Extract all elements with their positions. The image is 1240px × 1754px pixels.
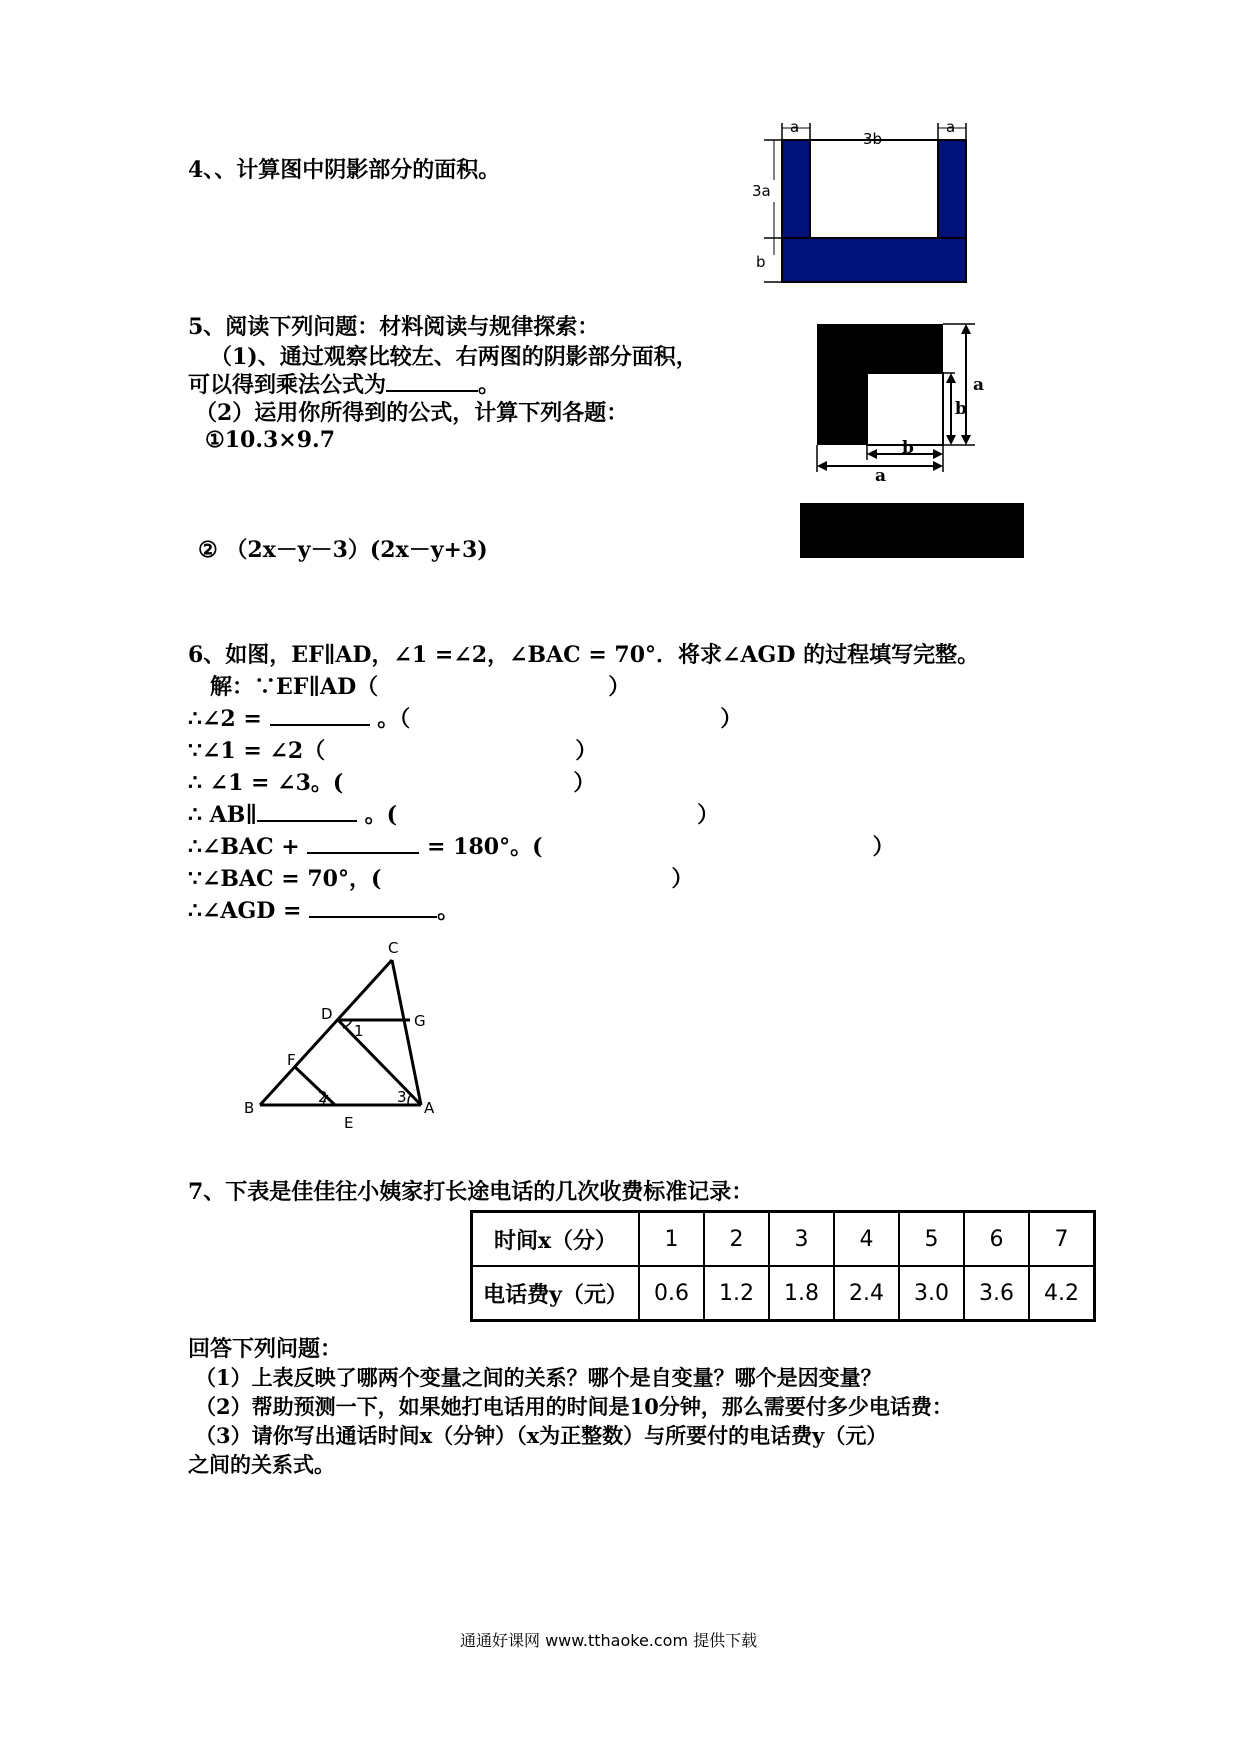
q5-line2-end: 。 <box>478 372 501 398</box>
q5-label-b-side: b <box>955 399 967 419</box>
q7-time-cell: 3 <box>769 1212 834 1267</box>
q7-time-cell: 6 <box>964 1212 1029 1267</box>
q4-label-3a: 3a <box>752 182 771 200</box>
q7-row1-header: 时间x（分） <box>472 1212 640 1267</box>
q7-fee-cell: 2.4 <box>834 1266 899 1321</box>
q6-label-D: D <box>321 1005 333 1023</box>
q6-l2-text: ∴∠2 = <box>188 706 262 732</box>
q6-label-2: 2 <box>318 1088 328 1106</box>
q7-answer-intro: 回答下列问题： <box>188 1336 343 1362</box>
q6-triangle-figure <box>240 935 470 1135</box>
q6-label-E: E <box>344 1114 354 1132</box>
q7-a4: 之间的关系式。 <box>188 1452 335 1477</box>
q6-l4-end: ） <box>573 770 596 796</box>
q6-line7 <box>188 862 693 893</box>
q6-l1-text: 解：∵EF∥AD（ <box>210 674 379 700</box>
q6-line5 <box>188 798 719 829</box>
q4-figure <box>750 120 990 295</box>
table-row <box>472 1266 1095 1321</box>
q6-line2 <box>188 702 742 733</box>
q6-label-1: 1 <box>354 1022 364 1040</box>
q7-title: 7、下表是佳佳往小姨家打长途电话的几次收费标准记录： <box>188 1179 754 1205</box>
q7-fee-cell: 4.2 <box>1029 1266 1095 1321</box>
q7-a3: （3）请你写出通话时间x（分钟）（x为正整数）与所要付的电话费y（元） <box>195 1423 888 1448</box>
q6-l7-text: ∵∠BAC = 70°，( <box>188 866 382 892</box>
q5-title: 5、阅读下列问题：材料阅读与规律探索： <box>188 314 600 340</box>
q6-l5-text: ∴ AB∥ <box>188 802 257 828</box>
q6-l4-text: ∴ ∠1 = ∠3。( <box>188 770 344 796</box>
q6-title: 6、如图，EF∥AD，∠1 =∠2，∠BAC = 70°．将求∠AGD 的过程填写完整。 <box>188 642 980 668</box>
q6-blank-agd[interactable] <box>309 894 437 918</box>
q6-label-F: F <box>287 1051 296 1069</box>
q4-text: 4、、计算图中阴影部分的面积。 <box>188 157 501 183</box>
q6-l5-end: ） <box>697 802 720 828</box>
q7-fee-cell: 3.0 <box>899 1266 964 1321</box>
q4-label-a-right: a <box>946 118 956 136</box>
q4-bottom-bar <box>782 238 966 282</box>
q6-l6-end: ） <box>872 834 895 860</box>
q6-label-A: A <box>424 1099 435 1117</box>
q7-time-cell: 1 <box>639 1212 704 1267</box>
footer-text: 通通好课网 www.tthaoke.com 提供下载 <box>460 1631 758 1650</box>
q4-label-b: b <box>756 253 766 271</box>
q6-l8-end: 。 <box>437 898 460 924</box>
q5-inner-white-square <box>867 373 943 445</box>
q4-inner-white <box>810 140 938 238</box>
q6-l6-text: ∴∠BAC + <box>188 834 300 860</box>
q7-fee-cell: 3.6 <box>964 1266 1029 1321</box>
q7-fee-cell: 1.2 <box>704 1266 769 1321</box>
q7-fee-table <box>470 1210 1096 1322</box>
q7-fee-cell: 0.6 <box>639 1266 704 1321</box>
q5-line2 <box>188 368 500 399</box>
q4-label-a-left: a <box>790 118 800 136</box>
q6-label-B: B <box>244 1099 255 1117</box>
q7-row2-header: 电话费y（元） <box>472 1266 640 1321</box>
q6-l6-mid: = 180°。( <box>427 834 543 860</box>
q5-figure <box>815 322 1000 486</box>
q6-line3 <box>188 734 597 765</box>
q7-a1: （1）上表反映了哪两个变量之间的关系？哪个是自变量？哪个是因变量？ <box>195 1365 882 1390</box>
q7-time-cell: 2 <box>704 1212 769 1267</box>
q6-line8 <box>188 894 459 925</box>
q6-l8-text: ∴∠AGD = <box>188 898 302 924</box>
q6-l3-text: ∵∠1 = ∠2（ <box>188 738 326 764</box>
q6-l3-end: ） <box>575 738 598 764</box>
q7-time-cell: 4 <box>834 1212 899 1267</box>
q5-item2: ② （2x－y－3）(2x－y+3) <box>198 537 488 563</box>
q7-time-cell: 7 <box>1029 1212 1095 1267</box>
q6-label-G: G <box>414 1012 426 1030</box>
q6-line1 <box>210 670 630 701</box>
q5-formula-blank[interactable] <box>386 368 478 392</box>
q6-line6 <box>188 830 895 861</box>
q6-l2-mid: 。（ <box>377 706 411 732</box>
q6-l2-end: ） <box>720 706 743 732</box>
q6-l5-mid: 。( <box>364 802 398 828</box>
q6-l7-end: ） <box>671 866 694 892</box>
q6-blank-angle2[interactable] <box>270 702 370 726</box>
q5-line3: （2）运用你所得到的公式，计算下列各题： <box>195 400 629 426</box>
q6-blank-supplement[interactable] <box>307 830 419 854</box>
q4-label-3b: 3b <box>863 130 883 148</box>
q6-line4 <box>188 766 595 797</box>
q7-a2: （2）帮助预测一下，如果她打电话用的时间是10分钟，那么需要付多少电话费： <box>195 1394 953 1419</box>
q6-l1-end: ） <box>608 674 631 700</box>
q5-line2-text: 可以得到乘法公式为 <box>188 372 387 398</box>
q6-label-3: 3 <box>397 1088 407 1106</box>
q5-line1: （1)、通过观察比较左、右两图的阴影部分面积， <box>210 344 698 370</box>
q7-time-cell: 5 <box>899 1212 964 1267</box>
q6-blank-ab-parallel[interactable] <box>257 798 357 822</box>
q6-label-C: C <box>388 939 399 957</box>
q5-label-a-side: a <box>973 375 985 395</box>
q7-fee-cell: 1.8 <box>769 1266 834 1321</box>
q5-label-a-bottom: a <box>875 466 887 486</box>
q5-item1: ①10.3×9.7 <box>205 427 336 453</box>
q5-label-b-bottom: b <box>902 438 914 458</box>
table-row <box>472 1212 1095 1267</box>
q5-right-black-rect <box>800 503 1024 558</box>
